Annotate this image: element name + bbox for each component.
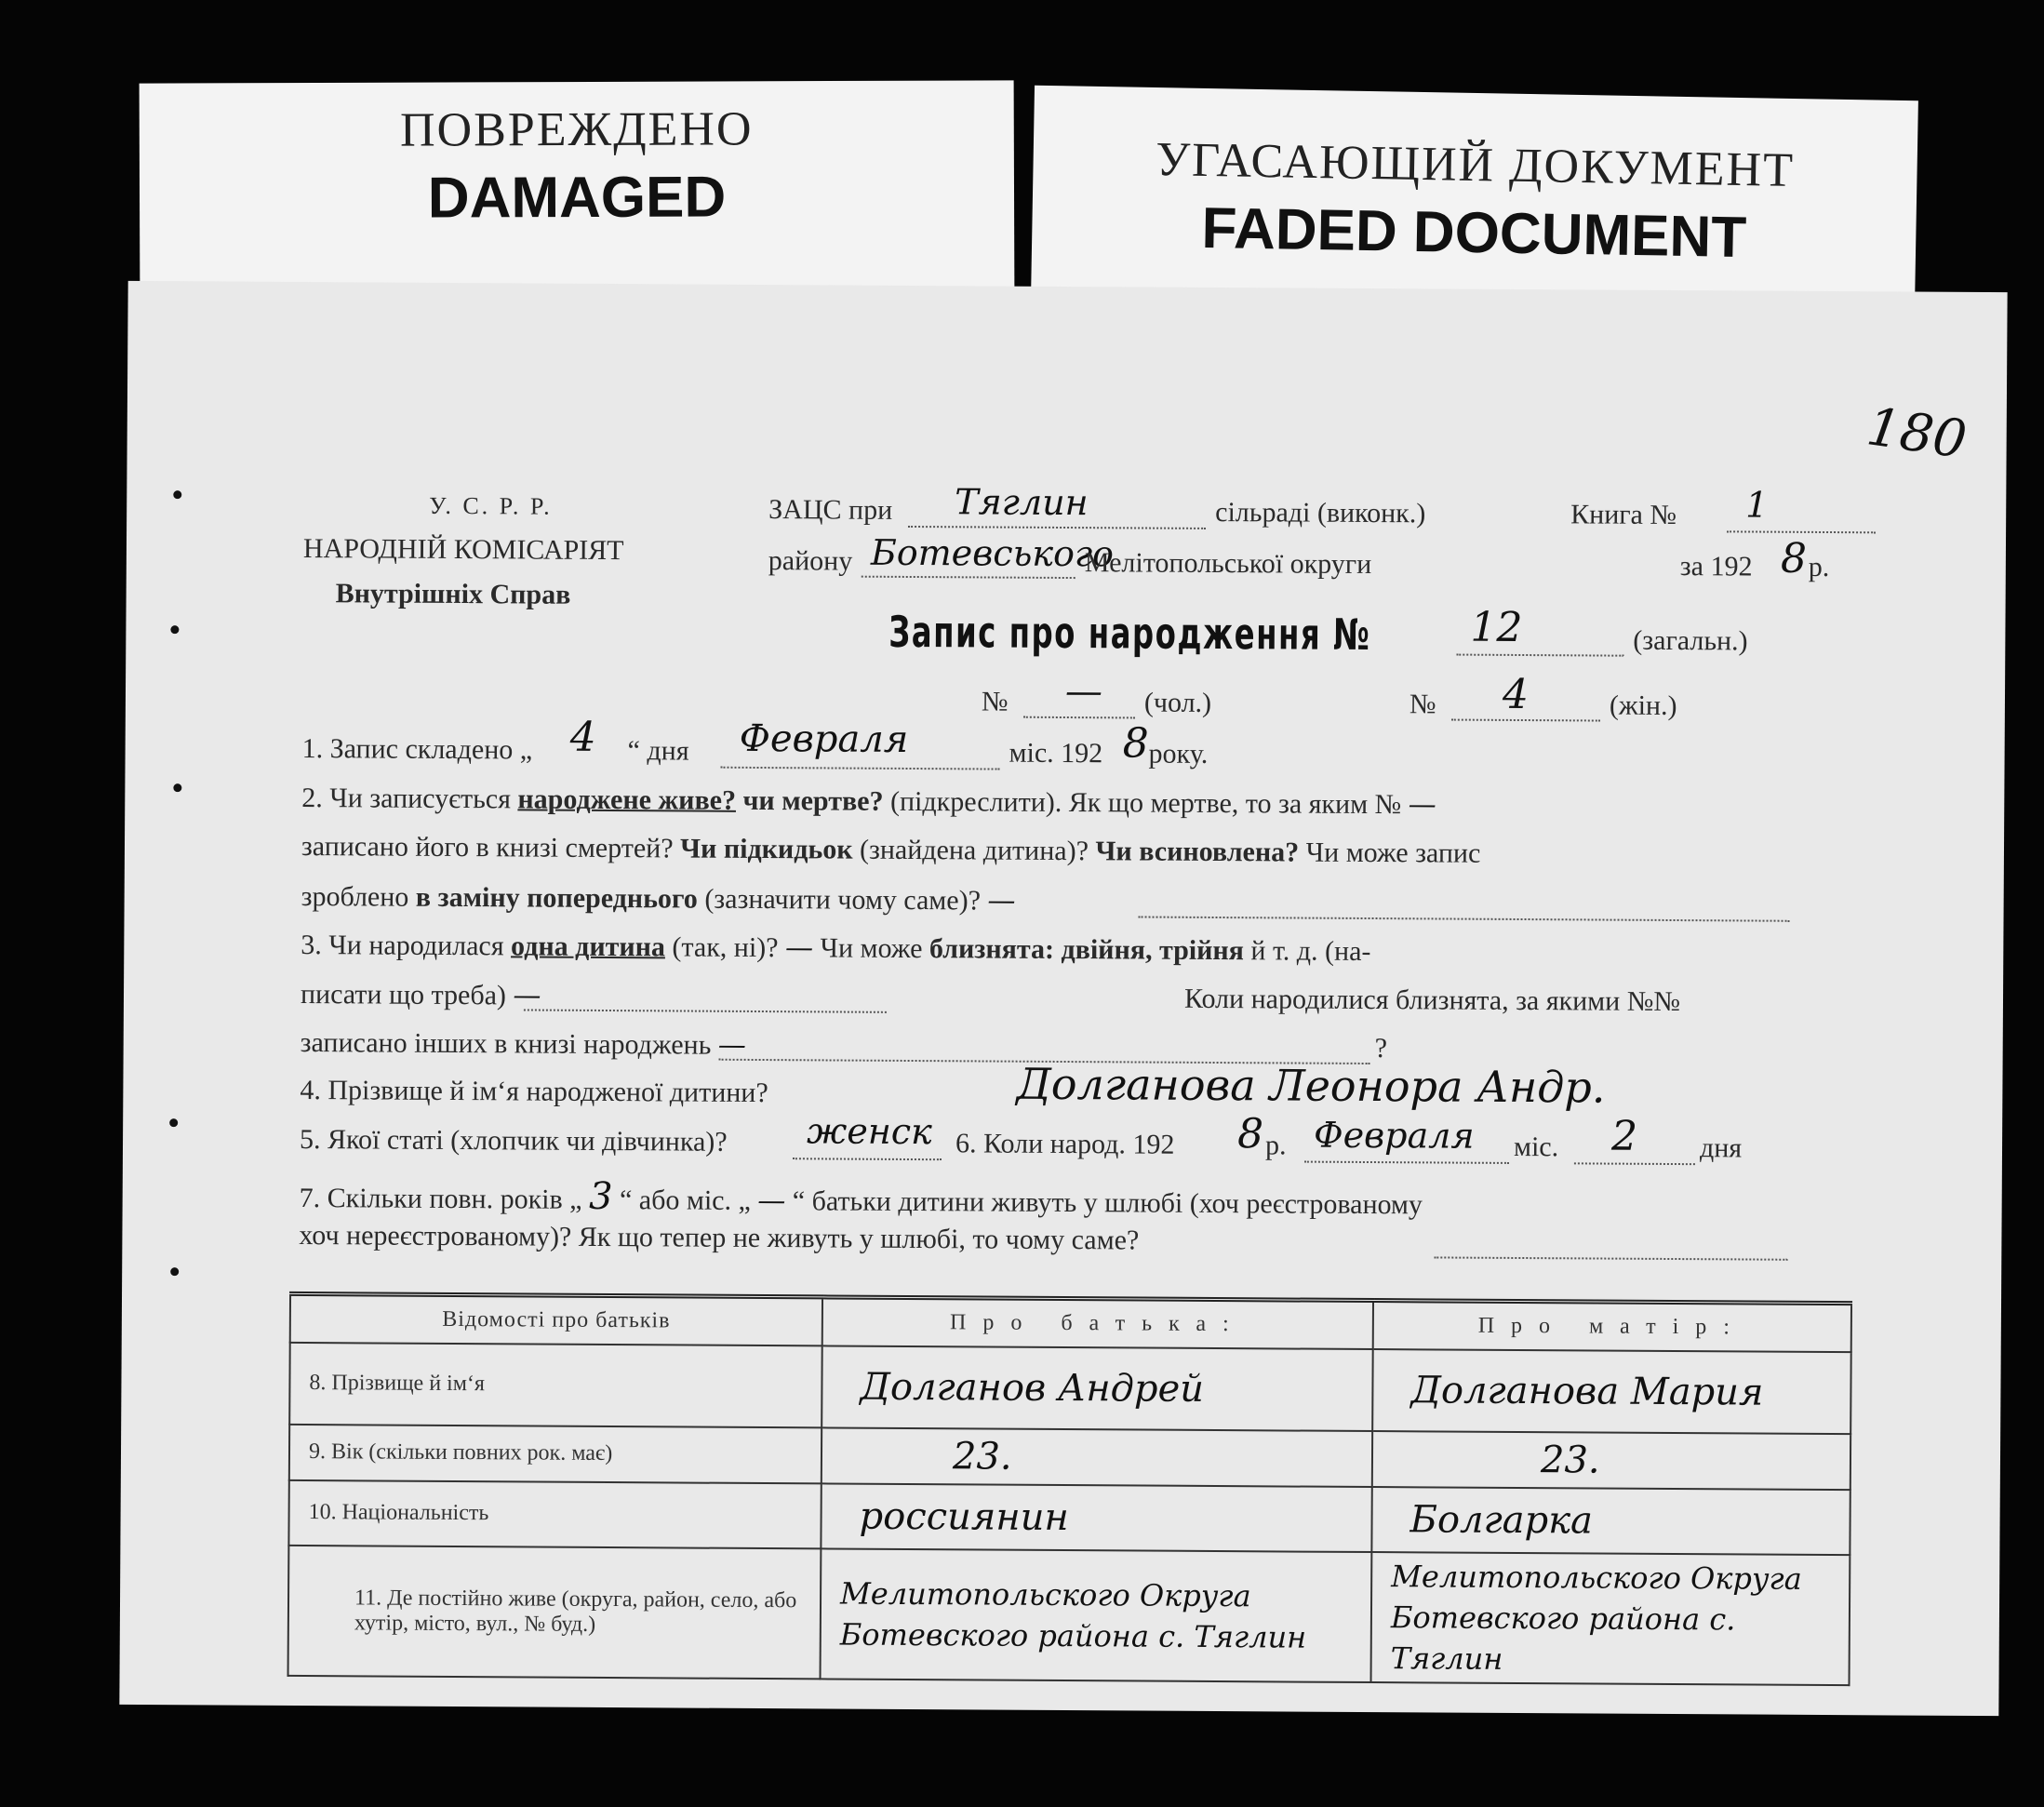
f6-day-label: дня (1699, 1132, 1743, 1164)
f6-month-value: Февраля (1313, 1114, 1475, 1157)
damaged-label-ru: ПОВРЕЖДЕНО (399, 102, 754, 157)
f1-suffix: року. (1148, 738, 1209, 770)
punch-hole (169, 1118, 178, 1127)
general-label: (загальн.) (1633, 624, 1748, 657)
village-council-label: сільраді (виконк.) (1215, 496, 1426, 529)
row-label: 10. Національність (288, 1479, 821, 1547)
mother-nationality-value: Болгарка (1371, 1487, 1850, 1555)
mother-address-value: Мелитопольского Округа Ботевского района с. Тяглин (1371, 1552, 1850, 1685)
table-row (288, 1545, 1850, 1684)
father-age-value: 23. (822, 1427, 1372, 1487)
f6-day-value: 2 (1610, 1112, 1638, 1160)
table-header-father: Про батька: (822, 1297, 1373, 1349)
f6-year-value: 8 (1236, 1110, 1264, 1158)
f1-prefix: 1. Запис складено „ (301, 732, 533, 766)
f4-label: 4. Прізвище й ім‘я народженої дитини? (300, 1074, 768, 1109)
f3-text-line2: писати що треба) — (300, 978, 541, 1012)
row-label: 8. Прізвище й ім‘я (289, 1342, 822, 1426)
damaged-label-en: DAMAGED (427, 165, 727, 231)
f1-mid: “ дня (627, 735, 689, 767)
birth-record-sheet (119, 281, 2007, 1716)
f7-line1: 7. Скільки повн. років „ 3 “ або міс. „ — “ батьки дитини живуть у шлюбі (хоч реєстрованому (299, 1174, 1423, 1221)
year-label: за 192 (1679, 551, 1753, 582)
zags-label: ЗАЦС при (768, 494, 893, 526)
mother-name-value: Долганова Мария (1372, 1349, 1851, 1434)
punch-hole (173, 490, 181, 499)
father-nationality-value: россиянин (821, 1483, 1371, 1552)
male-no-value: — (1064, 670, 1103, 714)
row-label: 11. Де постійно живе (округа, район, село, або хутір, місто, вул., № буд.) (288, 1545, 822, 1678)
row-label: 9. Вік (скільки повних рок. має) (289, 1424, 822, 1482)
f1-mid2: міс. 192 (1009, 737, 1103, 770)
f3-text-line1: 3. Чи народилася одна дитина (так, ні)? — Чи може близнята: двійня, трійня й т. д. (на- (301, 929, 1371, 968)
f7-line2: хоч нереєстрованому)? Як що тепер не живуть у шлюбі, то чому саме? (299, 1219, 1140, 1256)
table-row (288, 1479, 1850, 1554)
male-label: (чол.) (1143, 687, 1212, 718)
book-label: Книга № (1570, 499, 1677, 531)
punch-hole (170, 1267, 179, 1276)
punch-hole (170, 625, 179, 634)
record-title: Запис про народження № (888, 606, 1371, 661)
table-row (289, 1342, 1851, 1433)
year-suffix: р. (1808, 551, 1830, 583)
f1-year-value: 8 (1122, 719, 1149, 768)
f5-label: 5. Якої статі (хлопчик чи дівчинка)? (299, 1123, 728, 1158)
book-number-value: 1 (1745, 484, 1769, 526)
punch-hole (173, 783, 181, 792)
father-name-value: Долганов Андрей (822, 1345, 1373, 1431)
record-number-value: 12 (1470, 603, 1523, 652)
district-label: району (768, 545, 853, 577)
parents-table (287, 1292, 1852, 1686)
faded-label-en: FADED DOCUMENT (1200, 195, 1747, 271)
f4-child-name-value: Долганова Леонора Андр. (1016, 1058, 1606, 1113)
page-number: 180 (1863, 396, 1971, 472)
year-digit-value: 8 (1780, 534, 1808, 582)
f2-text: 2. Чи записується народжене живе? чи мертве? (підкреслити). Як що мертве, то за яким № — (301, 782, 1436, 822)
f3-twins-label: Коли народилися близнята, за якими №№ (1183, 983, 1681, 1018)
republic-name: У. С. Р. Р. (429, 491, 553, 520)
f6-label: 6. Коли народ. 192 (955, 1128, 1175, 1160)
f6-year-suffix: р. (1264, 1130, 1287, 1161)
faded-label-ru: УГАСАЮЩИЙ ДОКУМЕНТ (1155, 133, 1796, 197)
district-suffix: Мелітопольської округи (1084, 547, 1372, 581)
f1-day-value: 4 (569, 713, 596, 761)
f3-text-line3: записано інших в книзі народжень — (300, 1026, 746, 1062)
f6-month-label: міс. (1513, 1131, 1559, 1163)
female-no-label: № (1409, 689, 1436, 720)
f1-month-value: Февраля (739, 716, 909, 761)
female-label: (жін.) (1609, 689, 1677, 722)
table-header-mother: Про матір: (1373, 1301, 1851, 1352)
father-address-value: Мелитопольского Округа Ботевского района с. Тяглин (821, 1548, 1372, 1682)
f3-qmark: ? (1374, 1033, 1388, 1064)
table-header-info: Відомості про батьків (290, 1293, 822, 1345)
f5-sex-value: женск (806, 1110, 932, 1153)
damaged-label-card (140, 80, 1015, 297)
village-council-value: Тяглин (955, 481, 1089, 524)
table-row (289, 1424, 1850, 1489)
male-no-label: № (981, 686, 1009, 717)
ministry-name: НАРОДНІЙ КОМІСАРІЯТ (302, 533, 624, 567)
mother-age-value: 23. (1372, 1431, 1850, 1490)
f2-text-line3: зроблено в заміну попереднього (зазначити чому саме)? — (301, 880, 1016, 917)
faded-document-label-card (1031, 86, 1918, 311)
female-no-value: 4 (1502, 670, 1530, 719)
f2-text-line2: записано його в книзі смертей? Чи підкидьок (знайдена дитина)? Чи всиновлена? Чи може запис (301, 830, 1481, 869)
department-name: Внутрішніх Справ (335, 578, 571, 610)
district-value: Ботевського (870, 531, 1115, 575)
